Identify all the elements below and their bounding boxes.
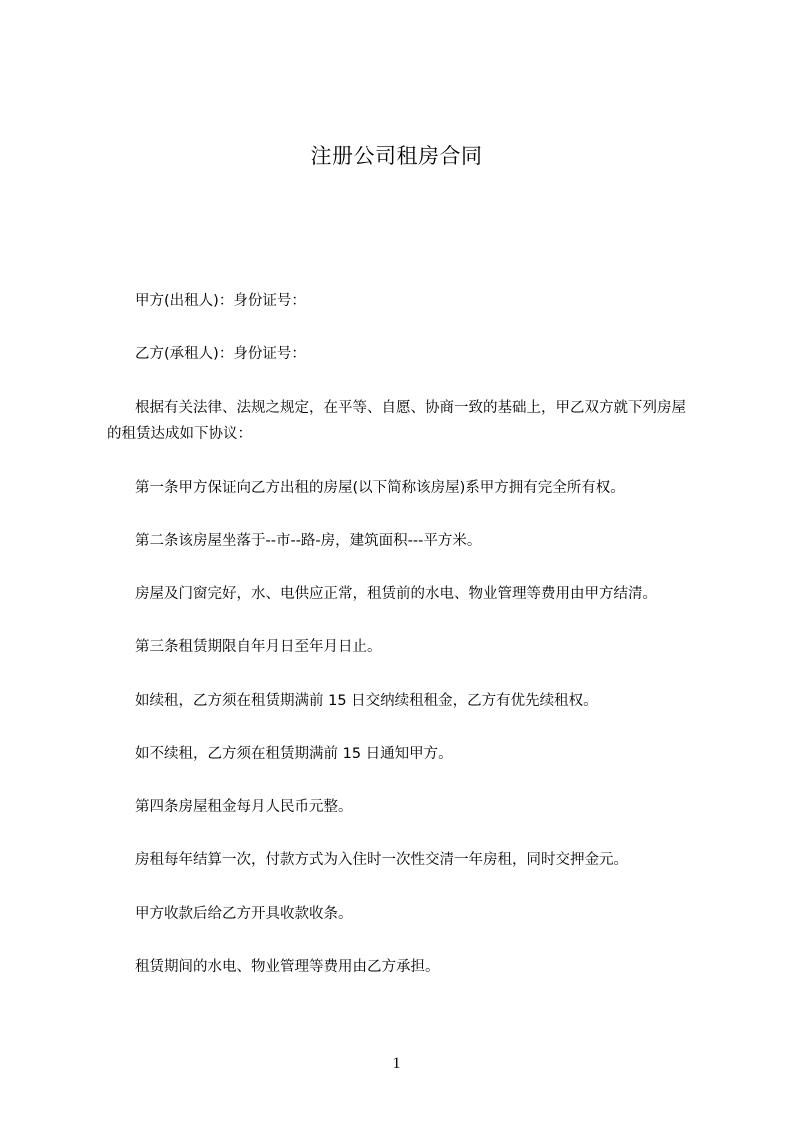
paragraph-receipt: 甲方收款后给乙方开具收款收条。	[135, 906, 353, 922]
page-number: 1	[392, 1055, 401, 1072]
paragraph-non-renewal: 如不续租，乙方须在租赁期满前 15 日通知甲方。	[135, 746, 453, 762]
paragraph-article-3: 第三条租赁期限自年月日至年月日止。	[135, 639, 382, 655]
paragraph-preamble: 根据有关法律、法规之规定，在平等、自愿、协商一致的基础上，甲乙双方就下列房屋的租赁达成如下协议：	[107, 400, 686, 442]
paragraph-article-1: 第一条甲方保证向乙方出租的房屋(以下简称该房屋)系甲方拥有完全所有权。	[135, 480, 625, 496]
paragraph-renewal: 如续租，乙方须在租赁期满前 15 日交纳续租租金，乙方有优先续租权。	[135, 693, 598, 709]
paragraph-article-4: 第四条房屋租金每月人民币元整。	[135, 799, 353, 815]
paragraph-party-a: 甲方(出租人)：身份证号：	[135, 293, 306, 309]
paragraph-payment: 房租每年结算一次，付款方式为入住时一次性交清一年房租，同时交押金元。	[135, 852, 628, 868]
paragraph-utilities: 租赁期间的水电、物业管理等费用由乙方承担。	[135, 959, 440, 975]
paragraph-house-condition: 房屋及门窗完好，水、电供应正常，租赁前的水电、物业管理等费用由甲方结清。	[135, 586, 657, 602]
document-title: 注册公司租房合同	[310, 144, 483, 168]
paragraph-party-b: 乙方(承租人)：身份证号：	[135, 346, 306, 362]
paragraph-article-2: 第二条该房屋坐落于--市--路-房，建筑面积---平方米。	[135, 533, 482, 549]
